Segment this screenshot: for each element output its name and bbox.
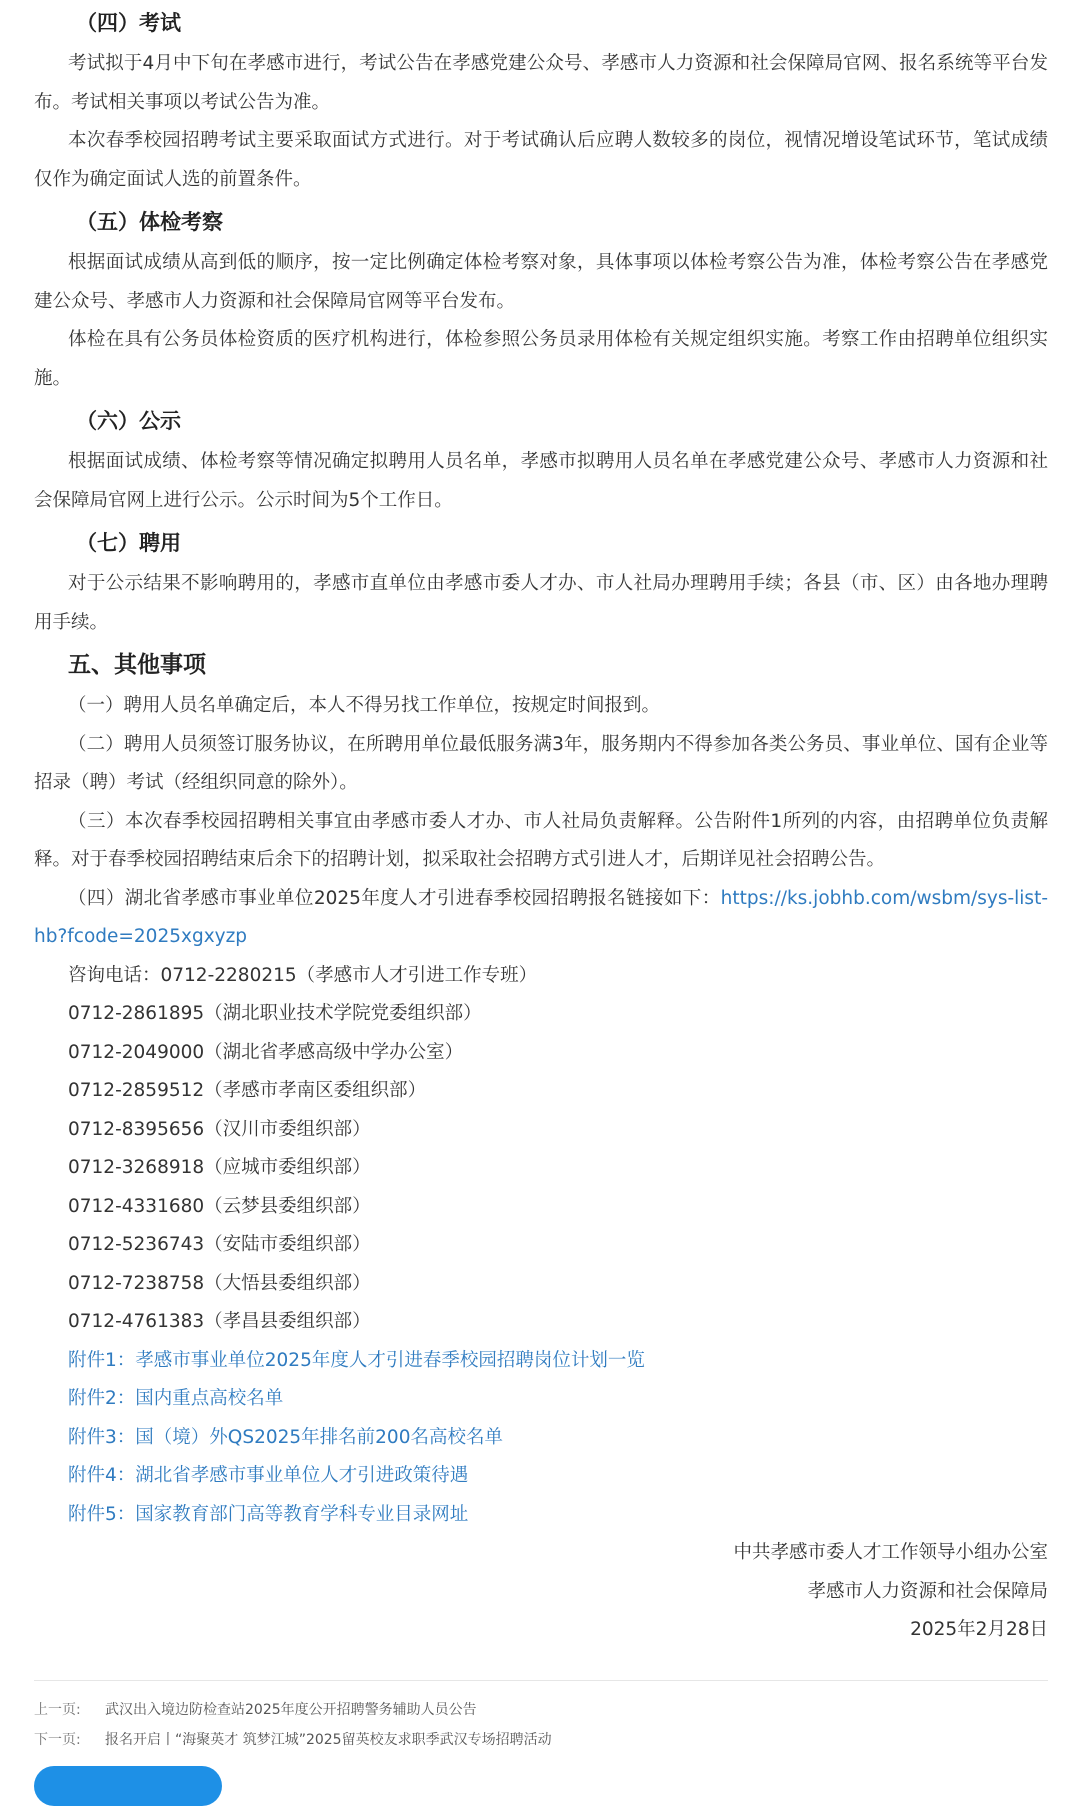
contact-line: 0712-4331680（云梦县委组织部）: [68, 1195, 371, 1217]
section-exam-paragraph-1: 考试拟于4月中下旬在孝感市进行，考试公告在孝感党建公众号、孝感市人力资源和社会保障局官网、报名系统等平台发布。考试相关事项以考试公告为准。: [34, 53, 1048, 113]
attachment-link-3[interactable]: 附件3：国（境）外QS2025年排名前200名高校名单: [68, 1426, 503, 1448]
signature-org-2: 孝感市人力资源和社会保障局: [807, 1580, 1048, 1602]
other-item-3: （三）本次春季校园招聘相关事宜由孝感市委人才办、市人社局负责解释。公告附件1所列的内容，由招聘单位负责解释。对于春季校园招聘结束后余下的招聘计划，拟采取社会招聘方式引进人才，后期详见社会招聘公告。: [34, 810, 1048, 870]
section-physical-title: （五）体检考察: [76, 210, 223, 234]
prev-page-row: [34, 1695, 1048, 1725]
contact-line: 0712-4761383（孝昌县委组织部）: [68, 1311, 371, 1332]
bottom-action-button[interactable]: [34, 1766, 222, 1806]
next-page-link[interactable]: 报名开启丨“海聚英才 筑梦江城”2025留英校友求职季武汉专场招聘活动: [105, 1731, 552, 1748]
prev-page-link[interactable]: 武汉出入境边防检查站2025年度公开招聘警务辅助人员公告: [105, 1701, 477, 1718]
contact-line: 0712-2049000（湖北省孝感高级中学办公室）: [68, 1041, 464, 1063]
attachment-list: [34, 1342, 1048, 1535]
contact-line: 0712-2861895（湖北职业技术学院党委组织部）: [68, 1003, 482, 1024]
signature-block: [34, 1534, 1048, 1650]
other-item-1: （一）聘用人员名单确定后，本人不得另找工作单位，按规定时间报到。: [68, 695, 661, 716]
divider: [34, 1680, 1048, 1681]
next-page-row: [34, 1725, 1048, 1755]
section-employment-paragraph: 对于公示结果不影响聘用的，孝感市直单位由孝感市委人才办、市人社局办理聘用手续；各县（市、区）由各地办理聘用手续。: [34, 573, 1048, 633]
contact-list: [34, 957, 1048, 1342]
other-matters-heading: 五、其他事项: [68, 652, 206, 678]
registration-link[interactable]: https://ks.jobhb.com/wsbm/sys-list-hb?fcode=2025xgxyzp: [34, 887, 1048, 947]
section-publicity-title: （六）公示: [76, 409, 181, 433]
contact-line: 0712-3268918（应城市委组织部）: [68, 1157, 371, 1178]
signature-org-1: 中共孝感市委人才工作领导小组办公室: [733, 1542, 1048, 1563]
contact-line: 0712-8395656（汉川市委组织部）: [68, 1118, 371, 1140]
section-physical-paragraph-1: 根据面试成绩从高到低的顺序，按一定比例确定体检考察对象，具体事项以体检考察公告为准，体检考察公告在孝感党建公众号、孝感市人力资源和社会保障局官网等平台发布。: [34, 252, 1048, 312]
article-nav: [34, 1695, 1048, 1755]
prev-page-label: 上一页:: [34, 1701, 81, 1718]
section-exam-paragraph-2: 本次春季校园招聘考试主要采取面试方式进行。对于考试确认后应聘人数较多的岗位，视情况增设笔试环节，笔试成绩仅作为确定面试人选的前置条件。: [34, 130, 1048, 190]
other-item-4: [34, 880, 1048, 957]
section-employment-title: （七）聘用: [76, 531, 181, 555]
attachment-link-5[interactable]: 附件5：国家教育部门高等教育学科专业目录网址: [68, 1503, 469, 1525]
contact-line: 咨询电话：0712-2280215（孝感市人才引进工作专班）: [68, 964, 538, 986]
contact-line: 0712-5236743（安陆市委组织部）: [68, 1234, 371, 1255]
section-publicity-paragraph: 根据面试成绩、体检考察等情况确定拟聘用人员名单，孝感市拟聘用人员名单在孝感党建公众号、孝感市人力资源和社会保障局官网上进行公示。公示时间为5个工作日。: [34, 451, 1048, 511]
other-item-2: （二）聘用人员须签订服务协议，在所聘用单位最低服务满3年，服务期内不得参加各类公务员、事业单位、国有企业等招录（聘）考试（经组织同意的除外）。: [34, 733, 1048, 793]
contact-line: 0712-2859512（孝感市孝南区委组织部）: [68, 1080, 427, 1101]
attachment-link-1[interactable]: 附件1：孝感市事业单位2025年度人才引进春季校园招聘岗位计划一览: [68, 1349, 645, 1371]
article-body: [34, 0, 1048, 1755]
section-exam-title: （四）考试: [76, 11, 181, 35]
next-page-label: 下一页:: [34, 1731, 81, 1748]
other-item-4-text: （四）湖北省孝感市事业单位2025年度人才引进春季校园招聘报名链接如下：: [68, 887, 721, 909]
section-physical-paragraph-2: 体检在具有公务员体检资质的医疗机构进行，体检参照公务员录用体检有关规定组织实施。考察工作由招聘单位组织实施。: [34, 329, 1048, 389]
attachment-link-2[interactable]: 附件2：国内重点高校名单: [68, 1388, 284, 1409]
signature-date: 2025年2月28日: [910, 1619, 1048, 1640]
contact-line: 0712-7238758（大悟县委组织部）: [68, 1272, 371, 1294]
attachment-link-4[interactable]: 附件4：湖北省孝感市事业单位人才引进政策待遇: [68, 1465, 469, 1486]
